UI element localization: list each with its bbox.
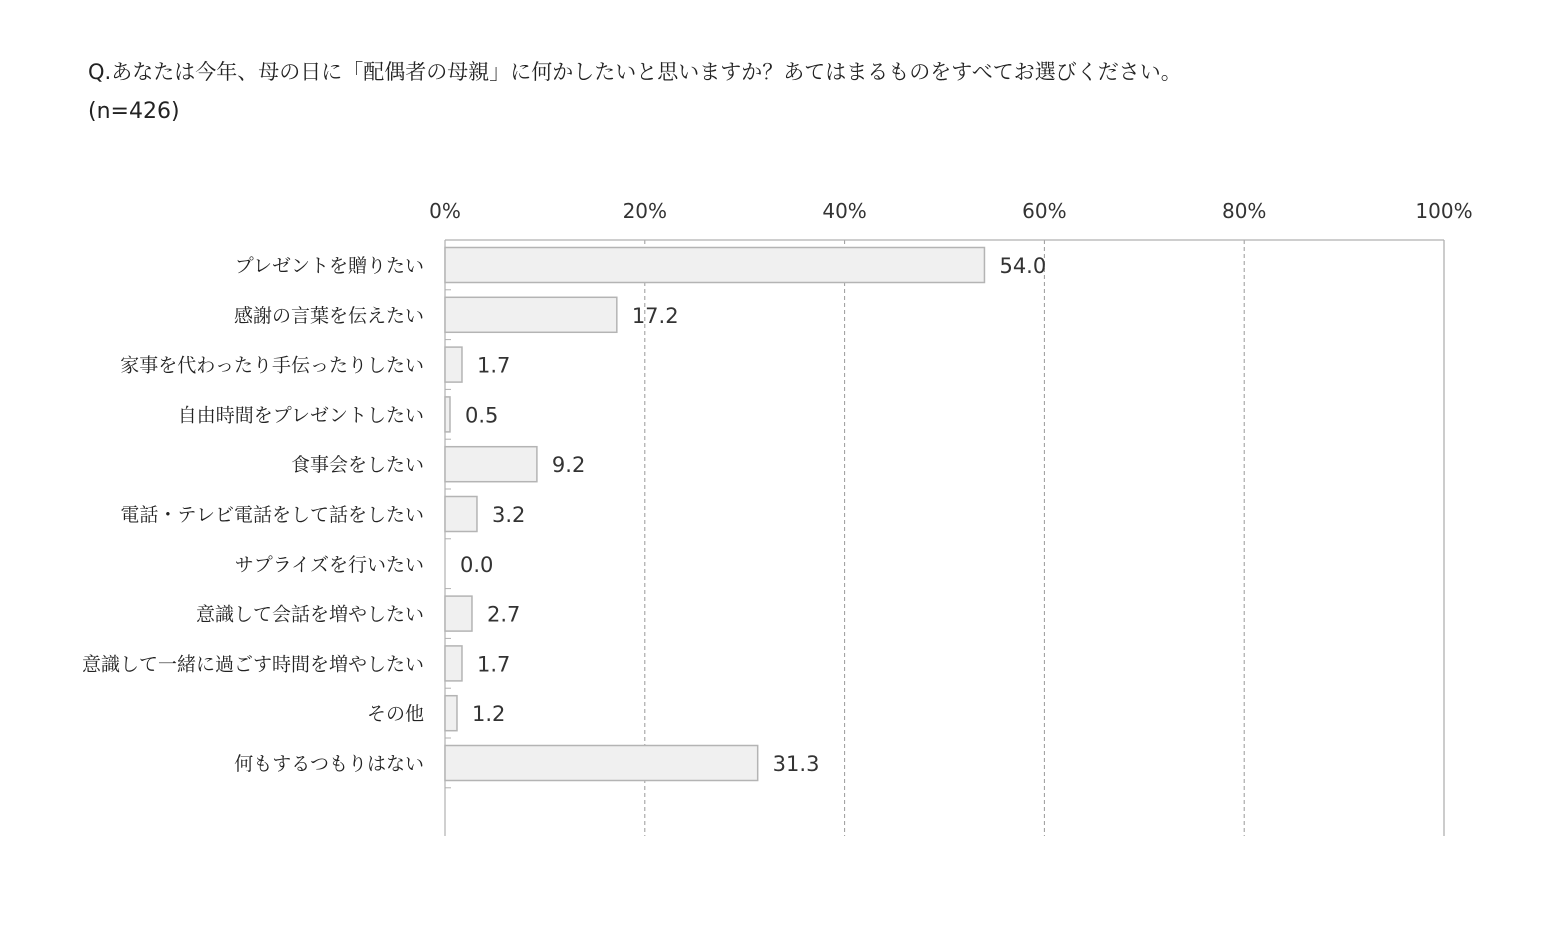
category-label: 食事会をしたい [290,454,424,477]
bar [445,248,984,283]
bar [445,297,617,332]
category-label: 意識して会話を増やしたい [195,603,424,626]
x-tick-label: 100% [1415,199,1473,223]
value-label: 1.2 [471,702,506,727]
x-tick-label: 80% [1221,199,1267,223]
bar [445,696,457,731]
bar [445,746,758,781]
bar [445,596,472,631]
sample-size: (n=426) [88,99,180,124]
category-label: 感謝の言葉を伝えたい [233,304,424,327]
category-label: 何もするつもりはない [234,753,424,775]
bar [445,646,462,681]
x-tick-label: 0% [429,199,461,223]
chart-title: Q.あなたは今年、母の日に「配偶者の母親」に何かしたいと思いますか？あてはまるものをすべてお選びください。 [88,60,1182,84]
value-label: 2.7 [486,602,521,627]
value-label: 31.3 [772,752,820,776]
value-label: 3.2 [491,503,526,527]
category-label: その他 [366,703,424,726]
bar [445,347,462,382]
category-label: 電話・テレビ電話をして話をしたい [120,504,424,526]
x-tick-label: 20% [622,199,668,223]
value-label: 0.0 [460,552,494,577]
category-label: 自由時間をプレゼントしたい [177,404,424,427]
bar [445,497,477,532]
category-label: 家事を代わったり手伝ったりしたい [120,354,424,377]
value-label: 9.2 [551,453,586,478]
bar [445,447,537,482]
bar [445,397,450,432]
category-label: サプライズを行いたい [234,553,424,576]
category-label: プレゼントを贈りたい [234,255,424,277]
value-label: 54.0 [999,254,1047,278]
x-tick-label: 60% [1022,199,1067,223]
category-label: 意識して一緒に過ごす時間を増やしたい [81,653,424,676]
value-label: 0.5 [464,403,499,428]
value-label: 17.2 [631,303,679,328]
value-label: 1.7 [476,652,511,677]
value-label: 1.7 [476,353,511,378]
x-tick-label: 40% [822,199,867,223]
